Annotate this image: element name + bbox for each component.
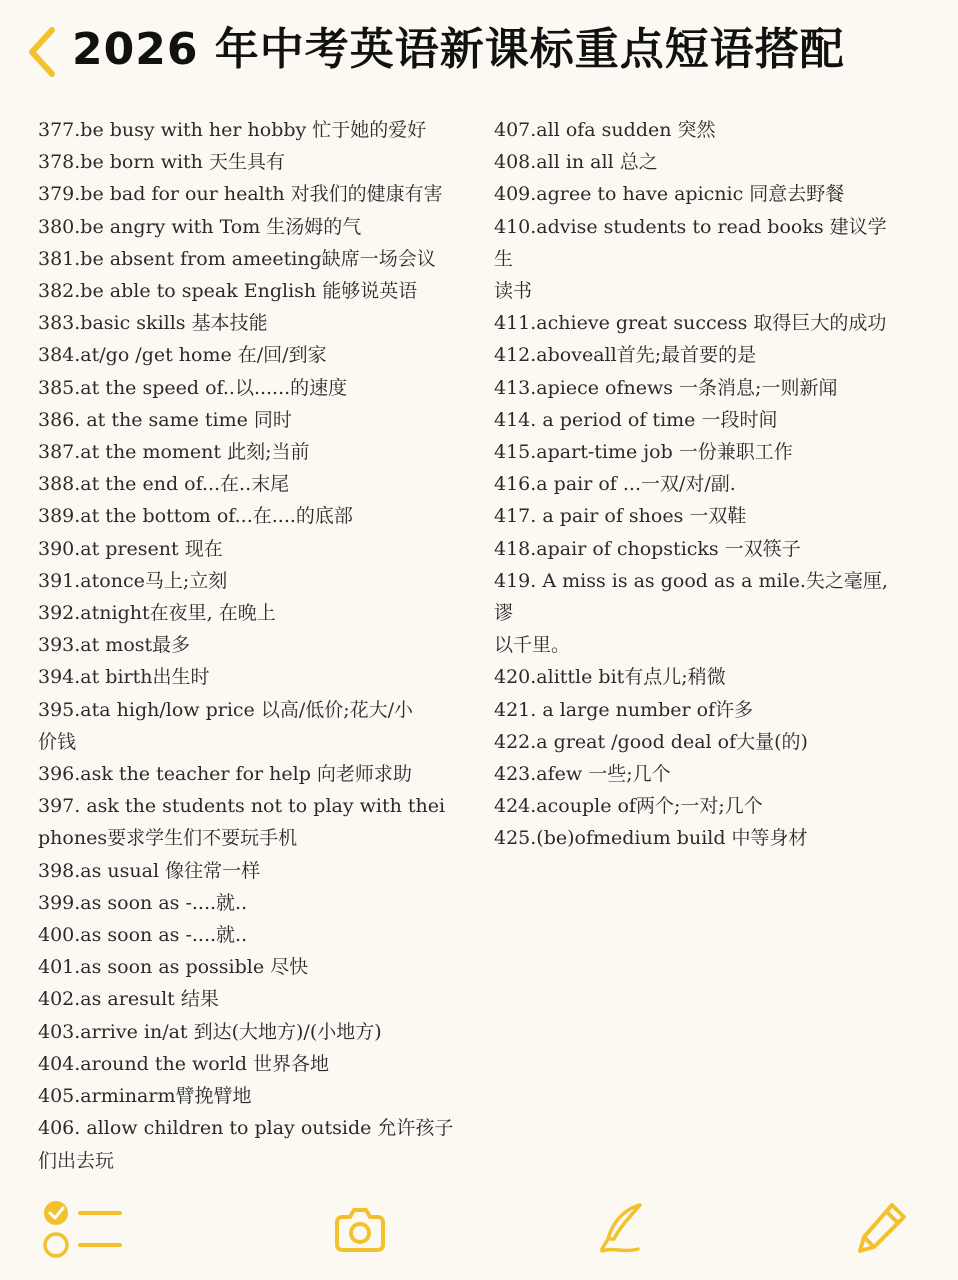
list-item: 382.be able to speak English 能够说英语 bbox=[38, 280, 418, 303]
list-item: 416.a pair of ...一双/对/副. bbox=[494, 473, 736, 496]
list-item: 393.at most最多 bbox=[38, 634, 191, 657]
phrase-list-right bbox=[494, 114, 904, 855]
list-item: 412.aboveall首先;最首要的是 bbox=[494, 344, 757, 367]
feather-pen-icon bbox=[594, 1199, 654, 1259]
list-item: 415.apart-time job 一份兼职工作 bbox=[494, 441, 793, 464]
list-item: 379.be bad for our health 对我们的健康有害 bbox=[38, 183, 443, 206]
camera-icon bbox=[332, 1201, 388, 1257]
list-item: 392.atnight在夜里, 在晚上 bbox=[38, 602, 276, 625]
list-item: 390.at present 现在 bbox=[38, 537, 223, 560]
list-item: 404.around the world 世界各地 bbox=[38, 1052, 330, 1075]
list-item: 406. allow children to play outside 允许孩子 bbox=[38, 1117, 454, 1140]
list-item: 403.arrive in/at 到达(大地方)/(小地方) bbox=[38, 1020, 382, 1043]
checklist-button[interactable] bbox=[38, 1197, 128, 1265]
list-item: 425.(be)ofmedium build 中等身材 bbox=[494, 827, 808, 850]
camera-button[interactable] bbox=[332, 1201, 388, 1257]
list-item: 400.as soon as -....就.. bbox=[38, 924, 248, 947]
list-item: 387.at the moment 此刻;当前 bbox=[38, 441, 310, 464]
handwriting-button[interactable] bbox=[594, 1199, 654, 1259]
list-item: 381.be absent from ameeting缺席一场会议 bbox=[38, 247, 436, 270]
list-item: 391.atonce马上;立刻 bbox=[38, 569, 228, 592]
list-item: 388.at the end of...在..末尾 bbox=[38, 473, 290, 496]
list-item: 417. a pair of shoes 一双鞋 bbox=[494, 505, 747, 528]
list-item: 386. at the same time 同时 bbox=[38, 408, 292, 431]
list-item: 价钱 bbox=[38, 730, 77, 753]
pencil-icon bbox=[852, 1197, 912, 1257]
list-item: 385.at the speed of..以......的速度 bbox=[38, 376, 348, 399]
list-item: 401.as soon as possible 尽快 bbox=[38, 956, 309, 979]
list-item: phones要求学生们不要玩手机 bbox=[38, 827, 298, 850]
chevron-left-icon bbox=[22, 22, 62, 82]
list-item: 397. ask the students not to play with thei bbox=[38, 795, 446, 818]
list-item: 383.basic skills 基本技能 bbox=[38, 312, 268, 335]
header bbox=[0, 0, 958, 100]
list-item: 414. a period of time 一段时间 bbox=[494, 408, 778, 431]
list-item: 396.ask the teacher for help 向老师求助 bbox=[38, 763, 412, 786]
list-item: 384.at/go /get home 在/回/到家 bbox=[38, 344, 327, 367]
list-item: 408.all in all 总之 bbox=[494, 151, 658, 174]
list-item: 410.advise students to read books 建议学生 bbox=[494, 215, 887, 270]
list-item: 422.a great /good deal of大量(的) bbox=[494, 730, 808, 753]
back-button[interactable] bbox=[22, 22, 62, 82]
list-item: 读书 bbox=[494, 280, 533, 303]
list-item: 419. A miss is as good as a mile.失之毫厘,谬 bbox=[494, 569, 888, 625]
edit-button[interactable] bbox=[852, 1197, 912, 1257]
list-item: 418.apair of chopsticks 一双筷子 bbox=[494, 537, 801, 560]
list-item: 们出去玩 bbox=[38, 1149, 115, 1172]
list-item: 405.arminarm臂挽臂地 bbox=[38, 1085, 252, 1108]
list-item: 389.at the bottom of...在....的底部 bbox=[38, 505, 353, 528]
list-item: 394.at birth出生时 bbox=[38, 666, 210, 689]
list-item: 以千里。 bbox=[494, 634, 571, 657]
list-item: 402.as aresult 结果 bbox=[38, 988, 219, 1011]
list-item: 423.afew 一些;几个 bbox=[494, 763, 671, 786]
list-item: 411.achieve great success 取得巨大的成功 bbox=[494, 312, 887, 335]
list-item: 420.alittle bit有点儿;稍微 bbox=[494, 666, 726, 689]
list-item: 380.be angry with Tom 生汤姆的气 bbox=[38, 215, 362, 238]
phrase-list-left bbox=[38, 114, 458, 1177]
list-item: 424.acouple of两个;一对;几个 bbox=[494, 795, 763, 818]
list-item: 399.as soon as -....就.. bbox=[38, 891, 248, 914]
bottom-toolbar bbox=[0, 1185, 958, 1280]
list-item: 377.be busy with her hobby 忙于她的爱好 bbox=[38, 119, 427, 141]
list-item: 413.apiece ofnews 一条消息;一则新闻 bbox=[494, 376, 838, 399]
list-item: 378.be born with 天生具有 bbox=[38, 151, 285, 174]
page-title: 2026 年中考英语新课标重点短语搭配 bbox=[72, 24, 845, 75]
checklist-icon bbox=[38, 1197, 128, 1265]
list-item: 421. a large number of许多 bbox=[494, 698, 754, 721]
list-item: 407.all ofa sudden 突然 bbox=[494, 119, 716, 141]
list-item: 409.agree to have apicnic 同意去野餐 bbox=[494, 183, 845, 206]
list-item: 398.as usual 像往常一样 bbox=[38, 859, 261, 882]
list-item: 395.ata high/low price 以高/低价;花大/小 bbox=[38, 698, 414, 721]
